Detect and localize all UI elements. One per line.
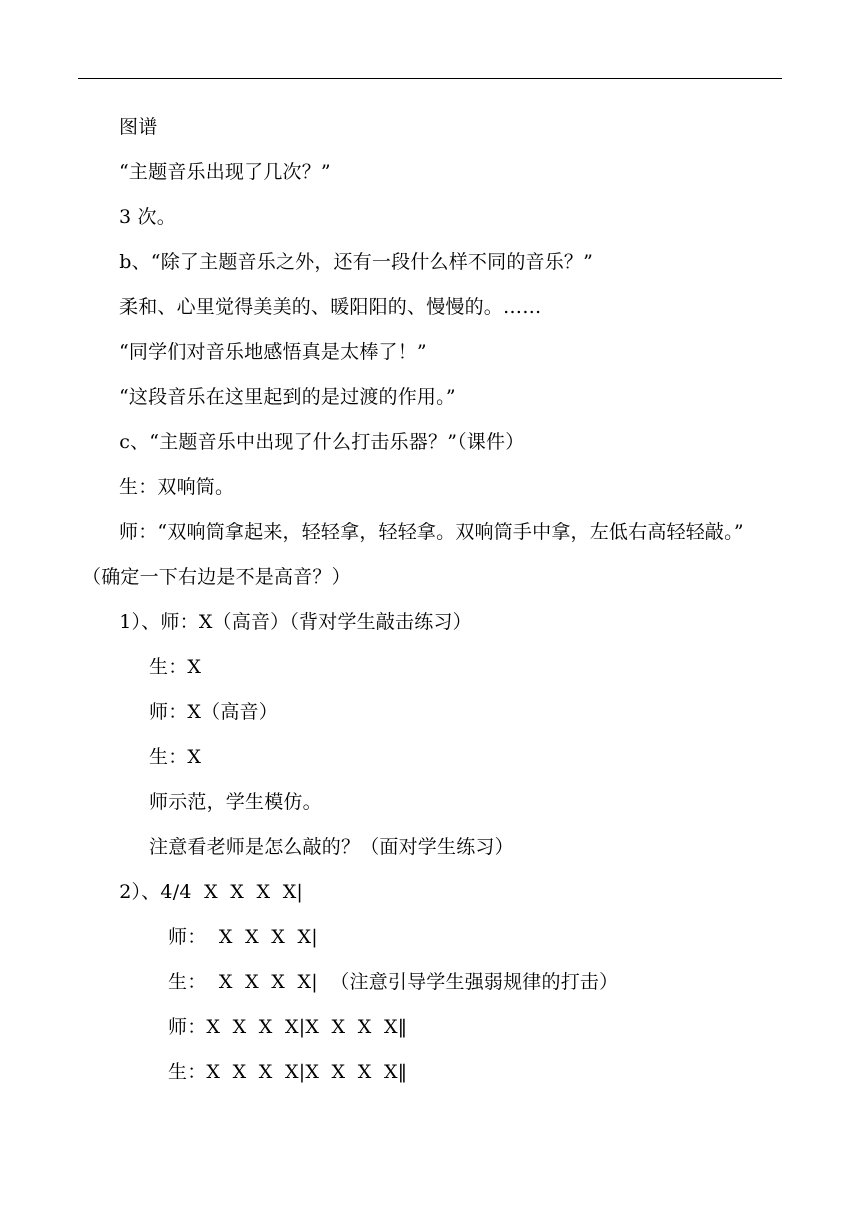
text-line: 师：“双响筒拿起来，轻轻拿，轻轻拿。双响筒手中拿，左低右高轻轻敲。”: [119, 521, 744, 543]
text-line: 师： X X X X|: [168, 926, 318, 948]
text-line: c、“主题音乐中出现了什么打击乐器？”（课件）: [113, 431, 525, 453]
text-line: 生：双响筒。: [119, 476, 235, 498]
header-rule: [78, 78, 782, 79]
text-line: “同学们对音乐地感悟真是太棒了！”: [119, 341, 427, 363]
text-line: “这段音乐在这里起到的是过渡的作用。”: [119, 386, 456, 408]
text-line: 2）、4/4 X X X X|: [113, 881, 304, 903]
text-line: “主题音乐出现了几次？”: [119, 161, 331, 183]
text-line: 师示范，学生模仿。: [149, 791, 322, 813]
text-line: 3 次。: [119, 206, 176, 228]
text-line: 生：X: [149, 656, 202, 678]
text-line: 图谱: [119, 116, 158, 138]
text-line: （确定一下右边是不是高音？）: [82, 566, 351, 588]
text-line: 1）、师：X（高音）（背对学生敲击练习）: [113, 611, 472, 633]
text-line: 生： X X X X| （注意引导学生强弱规律的打击）: [168, 971, 619, 993]
text-line: 师：X X X X|X X X X‖: [168, 1016, 408, 1038]
text-line: 生：X X X X|X X X X‖: [168, 1061, 408, 1083]
text-line: b、“除了主题音乐之外，还有一段什么样不同的音乐？”: [113, 251, 594, 273]
text-line: 注意看老师是怎么敲的？（面对学生练习）: [149, 836, 514, 858]
text-line: 柔和、心里觉得美美的、暖阳阳的、慢慢的。……: [119, 296, 542, 318]
text-line: 生：X: [149, 746, 202, 768]
text-line: 师：X（高音）: [149, 701, 278, 723]
